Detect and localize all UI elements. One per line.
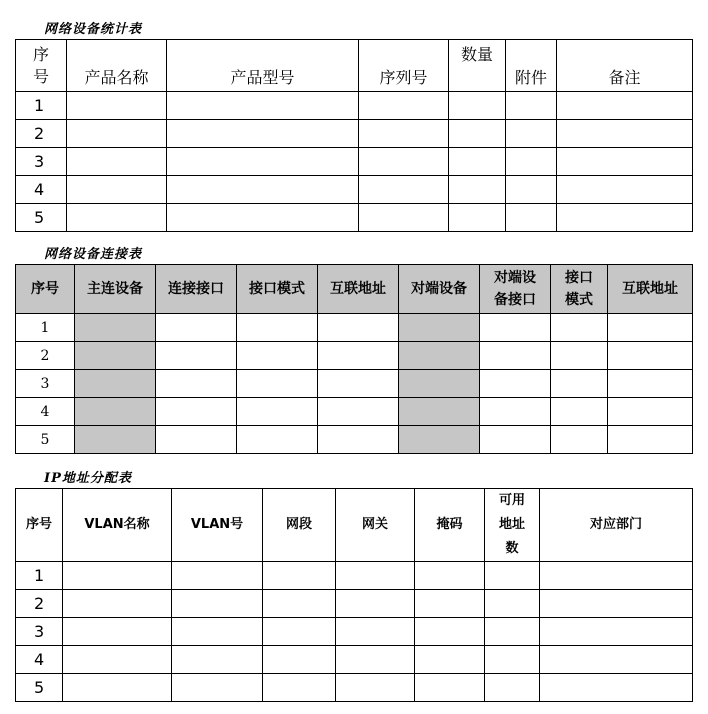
table-cell[interactable]: [551, 370, 608, 398]
table-cell[interactable]: [67, 120, 167, 148]
table-cell-shaded[interactable]: [75, 370, 156, 398]
table-cell[interactable]: [551, 342, 608, 370]
table-cell[interactable]: [336, 618, 415, 646]
table-cell[interactable]: [167, 92, 359, 120]
table-cell[interactable]: [63, 618, 172, 646]
table3-caption: IP地址分配表: [44, 471, 132, 486]
table-cell[interactable]: [551, 314, 608, 342]
table-cell[interactable]: [336, 646, 415, 674]
table-cell[interactable]: [449, 120, 506, 148]
table-row: [16, 646, 693, 674]
row-number: 3: [16, 618, 63, 646]
table-cell[interactable]: [551, 398, 608, 426]
header-quantity: 数量: [449, 40, 506, 92]
table-cell[interactable]: [156, 370, 237, 398]
table1-header-row: [16, 40, 693, 92]
table-cell[interactable]: [156, 342, 237, 370]
row-number: 4: [16, 646, 63, 674]
table-cell[interactable]: [608, 370, 693, 398]
table-row: [16, 342, 693, 370]
table-cell[interactable]: [557, 120, 693, 148]
table-row: [16, 426, 693, 454]
table-cell[interactable]: [480, 370, 551, 398]
table-cell[interactable]: [557, 148, 693, 176]
header-port-mode-2-line2: 模式: [565, 292, 593, 308]
table-cell[interactable]: [608, 342, 693, 370]
header-usable-line2: 地址: [498, 517, 525, 532]
row-number: 1: [16, 562, 63, 590]
header-seq-line2: 号: [32, 66, 49, 86]
table-cell[interactable]: [318, 426, 399, 454]
row-number: 3: [16, 370, 75, 398]
table-cell-shaded[interactable]: [75, 426, 156, 454]
row-number: 2: [16, 342, 75, 370]
table-cell[interactable]: [67, 204, 167, 232]
row-number: 2: [16, 590, 63, 618]
table-row: [16, 618, 693, 646]
table-cell[interactable]: [67, 148, 167, 176]
header-seq: 序号: [16, 489, 63, 562]
table-cell[interactable]: [359, 204, 449, 232]
table-cell[interactable]: [540, 562, 693, 590]
table-cell[interactable]: [336, 674, 415, 702]
header-mask: 掩码: [415, 489, 485, 562]
row-number: 1: [16, 92, 67, 120]
header-accessory: 附件: [506, 40, 557, 92]
header-product-name: 产品名称: [67, 40, 167, 92]
table-cell[interactable]: [167, 148, 359, 176]
table-cell[interactable]: [449, 148, 506, 176]
table-row: [16, 120, 693, 148]
table-cell[interactable]: [172, 674, 263, 702]
table-cell[interactable]: [237, 370, 318, 398]
header-interconnect-addr-2: 互联地址: [608, 265, 693, 314]
equipment-stats-table: [15, 39, 693, 232]
table-cell[interactable]: [608, 314, 693, 342]
table-cell[interactable]: [172, 590, 263, 618]
table-cell[interactable]: [172, 562, 263, 590]
table-cell-shaded[interactable]: [399, 398, 480, 426]
table-cell[interactable]: [318, 314, 399, 342]
table-cell[interactable]: [67, 176, 167, 204]
table-cell[interactable]: [318, 398, 399, 426]
table-cell[interactable]: [263, 646, 336, 674]
table-cell[interactable]: [480, 314, 551, 342]
table-cell[interactable]: [506, 148, 557, 176]
table-cell[interactable]: [415, 562, 485, 590]
row-number: 3: [16, 148, 67, 176]
table-cell[interactable]: [67, 92, 167, 120]
table-cell[interactable]: [63, 562, 172, 590]
table-cell[interactable]: [449, 92, 506, 120]
table-row: [16, 674, 693, 702]
table-cell[interactable]: [63, 674, 172, 702]
table-cell[interactable]: [263, 618, 336, 646]
table-cell[interactable]: [557, 176, 693, 204]
table-row: [16, 204, 693, 232]
table-cell[interactable]: [485, 618, 540, 646]
header-vlan-name: VLAN名称: [63, 489, 172, 562]
table-cell[interactable]: [557, 92, 693, 120]
table-cell[interactable]: [237, 342, 318, 370]
table-cell-shaded[interactable]: [399, 342, 480, 370]
table-cell[interactable]: [485, 646, 540, 674]
table-cell[interactable]: [359, 120, 449, 148]
table-row: [16, 562, 693, 590]
table-row: [16, 590, 693, 618]
header-seq: [16, 40, 67, 92]
table-cell[interactable]: [263, 674, 336, 702]
row-number: 5: [16, 674, 63, 702]
row-number: 2: [16, 120, 67, 148]
table-row: [16, 148, 693, 176]
header-peer-device: 对端设备: [399, 265, 480, 314]
table-row: [16, 92, 693, 120]
table-cell[interactable]: [449, 176, 506, 204]
header-port-mode-2: [551, 265, 608, 314]
table-cell[interactable]: [359, 92, 449, 120]
header-seq-line1: 序: [32, 44, 49, 64]
table-cell[interactable]: [485, 562, 540, 590]
header-port-mode: 接口模式: [237, 265, 318, 314]
table-cell[interactable]: [485, 590, 540, 618]
header-peer-port-line1: 对端设: [494, 270, 536, 286]
table-row: [16, 398, 693, 426]
table-cell-shaded[interactable]: [399, 314, 480, 342]
header-serial: 序列号: [359, 40, 449, 92]
table-cell[interactable]: [63, 590, 172, 618]
table-cell[interactable]: [557, 204, 693, 232]
table-cell[interactable]: [485, 674, 540, 702]
row-number: 4: [16, 398, 75, 426]
table-cell[interactable]: [359, 176, 449, 204]
table-cell[interactable]: [480, 398, 551, 426]
header-vlan-id: VLAN号: [172, 489, 263, 562]
header-segment: 网段: [263, 489, 336, 562]
header-interconnect-addr: 互联地址: [318, 265, 399, 314]
table-cell[interactable]: [167, 204, 359, 232]
header-main-device: 主连设备: [75, 265, 156, 314]
table-cell[interactable]: [156, 426, 237, 454]
table-cell[interactable]: [172, 618, 263, 646]
table-cell[interactable]: [506, 204, 557, 232]
header-usable-line1: 可用: [498, 493, 525, 508]
table-cell-shaded[interactable]: [399, 370, 480, 398]
header-conn-port: 连接接口: [156, 265, 237, 314]
table-cell[interactable]: [608, 398, 693, 426]
header-usable-addresses: [485, 489, 540, 562]
table-cell[interactable]: [237, 314, 318, 342]
header-port-mode-2-line1: 接口: [565, 270, 593, 286]
table-cell[interactable]: [506, 120, 557, 148]
table-cell[interactable]: [480, 342, 551, 370]
table-cell[interactable]: [156, 314, 237, 342]
header-peer-port-line2: 备接口: [494, 292, 536, 308]
row-number: 1: [16, 314, 75, 342]
table1-caption: 网络设备统计表: [44, 22, 143, 37]
ip-allocation-table: [15, 488, 693, 702]
table-cell[interactable]: [540, 646, 693, 674]
table-cell-shaded[interactable]: [399, 426, 480, 454]
table-cell[interactable]: [551, 426, 608, 454]
table-row: [16, 176, 693, 204]
table-cell[interactable]: [359, 148, 449, 176]
row-number: 5: [16, 426, 75, 454]
table-cell[interactable]: [336, 590, 415, 618]
table-cell[interactable]: [167, 120, 359, 148]
table-cell[interactable]: [263, 562, 336, 590]
table-cell[interactable]: [156, 398, 237, 426]
table-row: [16, 314, 693, 342]
table-cell[interactable]: [237, 426, 318, 454]
table-cell[interactable]: [415, 674, 485, 702]
table3-header-row: [16, 489, 693, 562]
row-number: 5: [16, 204, 67, 232]
table-cell[interactable]: [540, 618, 693, 646]
table-cell-shaded[interactable]: [75, 342, 156, 370]
table-cell[interactable]: [506, 176, 557, 204]
table-cell[interactable]: [237, 398, 318, 426]
table-cell-shaded[interactable]: [75, 314, 156, 342]
table-cell[interactable]: [172, 646, 263, 674]
header-remark: 备注: [557, 40, 693, 92]
table-cell[interactable]: [415, 590, 485, 618]
table-cell[interactable]: [263, 590, 336, 618]
table-cell[interactable]: [449, 204, 506, 232]
table-cell[interactable]: [608, 426, 693, 454]
header-department: 对应部门: [540, 489, 693, 562]
header-usable-line3: 数: [505, 541, 519, 556]
table-row: [16, 370, 693, 398]
table-cell[interactable]: [63, 646, 172, 674]
table-cell[interactable]: [480, 426, 551, 454]
header-product-model: 产品型号: [167, 40, 359, 92]
table-cell-shaded[interactable]: [75, 398, 156, 426]
table-cell[interactable]: [167, 176, 359, 204]
row-number: 4: [16, 176, 67, 204]
table-cell[interactable]: [540, 674, 693, 702]
table-cell[interactable]: [415, 618, 485, 646]
table-cell[interactable]: [336, 562, 415, 590]
table-cell[interactable]: [415, 646, 485, 674]
device-connection-table: [15, 264, 693, 454]
table-cell[interactable]: [540, 590, 693, 618]
header-seq: 序号: [16, 265, 75, 314]
header-gateway: 网关: [336, 489, 415, 562]
header-peer-port: [480, 265, 551, 314]
table2-caption: 网络设备连接表: [44, 247, 143, 262]
table2-header-row: [16, 265, 693, 314]
table-cell[interactable]: [506, 92, 557, 120]
table-cell[interactable]: [318, 342, 399, 370]
table-cell[interactable]: [318, 370, 399, 398]
